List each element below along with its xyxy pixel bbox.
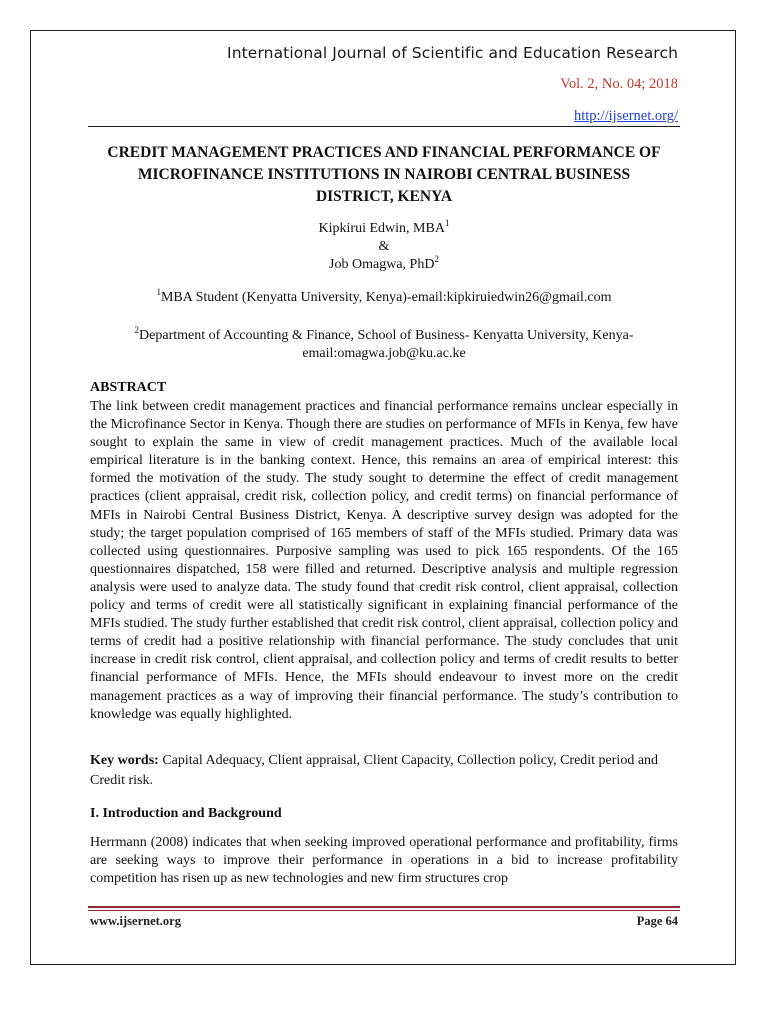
author-1	[100, 220, 668, 238]
author-conjunction: &	[378, 239, 390, 254]
section-heading: I. Introduction and Background	[90, 806, 282, 821]
author-1-mark: 1	[444, 218, 450, 228]
header-divider	[88, 126, 680, 127]
affiliation-1-text: MBA Student (Kenyatta University, Kenya)-email:kipkiruiedwin26@gmail.com	[160, 290, 612, 305]
affiliation-2	[100, 327, 668, 363]
footer-website: www.ijsernet.org	[90, 914, 181, 928]
keywords	[90, 751, 665, 791]
author-2-mark: 2	[434, 254, 439, 264]
affiliation-2-mark: 2	[134, 325, 140, 335]
author-2-name: Job Omagwa, PhD	[329, 257, 435, 272]
abstract-heading: ABSTRACT	[90, 380, 167, 395]
keywords-label: Key words:	[90, 753, 159, 768]
journal-name: International Journal of Scientific and Education Research	[227, 44, 678, 62]
author-2	[100, 256, 668, 274]
paper-title: CREDIT MANAGEMENT PRACTICES AND FINANCIAL PERFORMANCE OF MICROFINANCE INSTITUTIONS IN NAIROBI CENTRAL BUSINESS DISTRICT, KENYA	[107, 144, 661, 205]
abstract-text: The link between credit management practices and financial performance remains unclear especially in the Microfinance Sector in Kenya. Though there are studies on performance of MFIs in Kenya, few have sought to explain the same in view of credit management practices. Much of the available local empirical literature is in the banking context. Hence, this remains an area of empirical interest: this formed the motivation of the study. The study sought to determine the effect of credit management practices (client appraisal, credit risk, collection policy, and credit terms) on financial performance of MFIs in Nairobi Central Business District, Kenya. A descriptive survey design was adopted for the study; the target population comprised of 165 members of staff of the MFIs studied. Primary data was collected using questionnaires. Purposive sampling was used to pick 165 respondents. Of the 165 questionnaires dispatched, 158 were filled and returned. Descriptive analysis and multiple regression analysis were used to analyze data. The study found that credit risk control, client appraisal, collection policy and terms of credit were all statistically significant in explaining financial performance of the MFIs studied. The study further established that credit risk control, client appraisal, collection policy and terms of credit had a positive relationship with financial performance. The study concludes that unit increase in credit risk control, client appraisal, and collection policy and terms of credit results to better financial performance of MFIs. Hence, the MFIs should endeavour to invest more on the credit management practices as a way of improving their financial performance. The study’s contribution to knowledge was equally highlighted.	[90, 399, 678, 722]
journal-volume: Vol. 2, No. 04; 2018	[560, 76, 678, 92]
affiliation-1-mark: 1	[156, 287, 161, 297]
section-paragraph: Herrmann (2008) indicates that when seeking improved operational performance and profitability, firms are seeking ways to improve their performance in operations in a bid to increase profitability competition has risen up as new technologies and new firm structures crop	[90, 835, 678, 886]
footer-page-number: Page 64	[636, 914, 678, 928]
affiliation-2-text: Department of Accounting & Finance, School of Business- Kenyatta University, Kenya-email:omagwa.job@ku.ac.ke	[139, 328, 634, 361]
author-1-name: Kipkirui Edwin, MBA	[318, 221, 445, 236]
footer-divider-thin	[88, 910, 680, 911]
footer-divider-thick	[88, 906, 680, 908]
journal-url-link[interactable]: http://ijsernet.org/	[573, 108, 678, 124]
keywords-list: Capital Adequacy, Client appraisal, Client Capacity, Collection policy, Credit period and Credit risk.	[90, 753, 659, 788]
affiliation-1	[88, 287, 680, 306]
author-block	[100, 220, 668, 274]
